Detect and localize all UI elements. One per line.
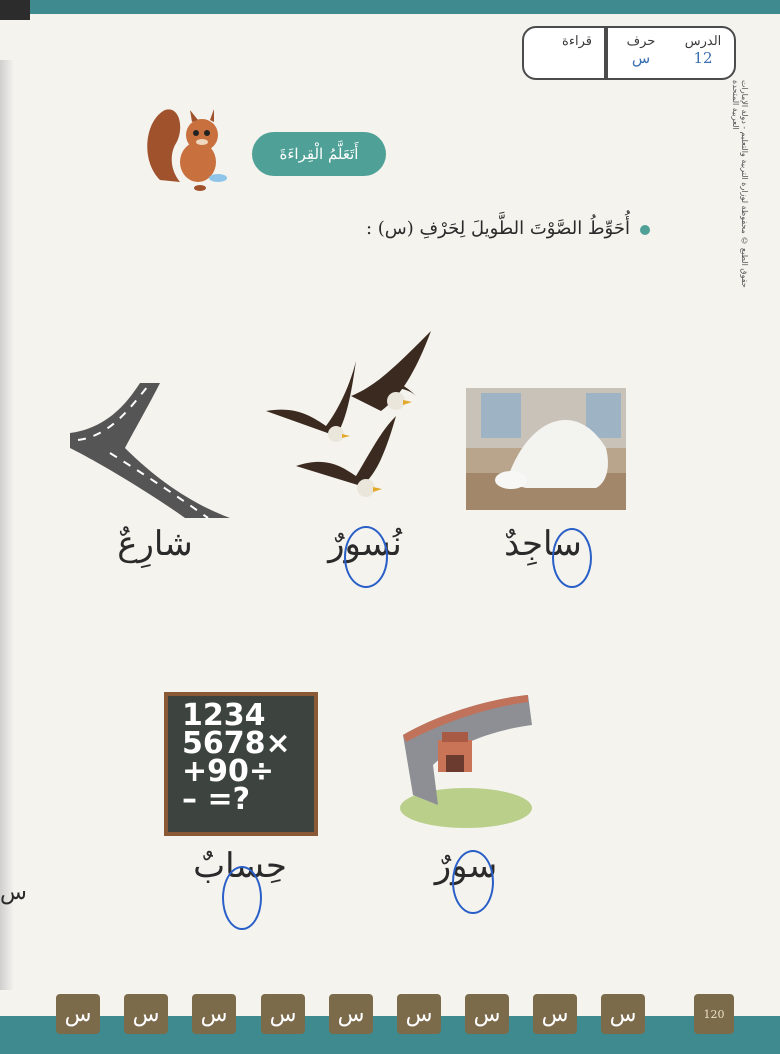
road-image	[70, 378, 232, 520]
word-nusur: نُسورٌ	[328, 524, 402, 564]
skill-label: قراءة	[562, 34, 592, 49]
instruction-text: أُحَوِّطُ الصَّوْتَ الطَّويلَ لِحَرْفِ (س) :	[366, 218, 630, 239]
word-shari: شارِعٌ	[117, 524, 193, 564]
lesson-label: الدرس	[684, 34, 722, 49]
word-sajid: ساجِدٌ	[504, 524, 582, 564]
letter-cell	[606, 28, 674, 78]
binding-shadow	[0, 60, 14, 990]
letter-tile: س	[56, 994, 100, 1034]
chalk-row-2: 5678×	[182, 726, 291, 761]
skill-cell	[524, 28, 606, 78]
chalk-numbers	[182, 698, 291, 817]
letter-tile: س	[601, 994, 645, 1034]
letter-tile: س	[465, 994, 509, 1034]
top-corner-shadow	[0, 0, 30, 20]
page-number: 120	[694, 994, 734, 1034]
circle-mark-sajid	[552, 528, 592, 588]
top-color-bar	[0, 0, 780, 14]
lesson-header-box	[522, 26, 736, 80]
lesson-cell	[674, 28, 732, 78]
circle-mark-sur	[452, 850, 494, 914]
circle-mark-hisab	[222, 866, 262, 930]
lesson-number: 12	[693, 49, 713, 67]
letter-tile: س	[397, 994, 441, 1034]
bottom-color-band	[0, 1016, 780, 1054]
letter-value: س	[631, 49, 651, 67]
letter-tile: س	[192, 994, 236, 1034]
stray-letter: س	[0, 880, 27, 905]
letter-tile: س	[124, 994, 168, 1034]
eagles-image	[256, 326, 438, 506]
letter-tile: س	[261, 994, 305, 1034]
chalk-row-4: – =?	[182, 782, 250, 817]
letter-tile: س	[533, 994, 577, 1034]
chalk-row-1: 1234	[182, 698, 266, 733]
circle-mark-nusur	[344, 526, 388, 588]
learn-reading-badge: أَتَعَلَّمُ الْقِراءَةَ	[252, 132, 386, 176]
chalkboard-image	[164, 692, 318, 836]
word-hisab: حِسابٌ	[193, 846, 287, 886]
chalk-row-3: +90÷	[182, 754, 275, 789]
letter-tile: س	[329, 994, 373, 1034]
instruction-bullet	[640, 225, 650, 235]
word-sur: سورٌ	[434, 846, 498, 886]
letter-label: حرف	[626, 34, 656, 49]
copyright-side-text: حقوق الطبع © محفوظة لوزارة التربية والتعليم - دولة الإمارات العربية المتحدة	[731, 80, 749, 288]
praying-man-image	[466, 388, 626, 510]
squirrel-mascot-icon	[140, 100, 235, 195]
wall-image	[398, 690, 534, 830]
